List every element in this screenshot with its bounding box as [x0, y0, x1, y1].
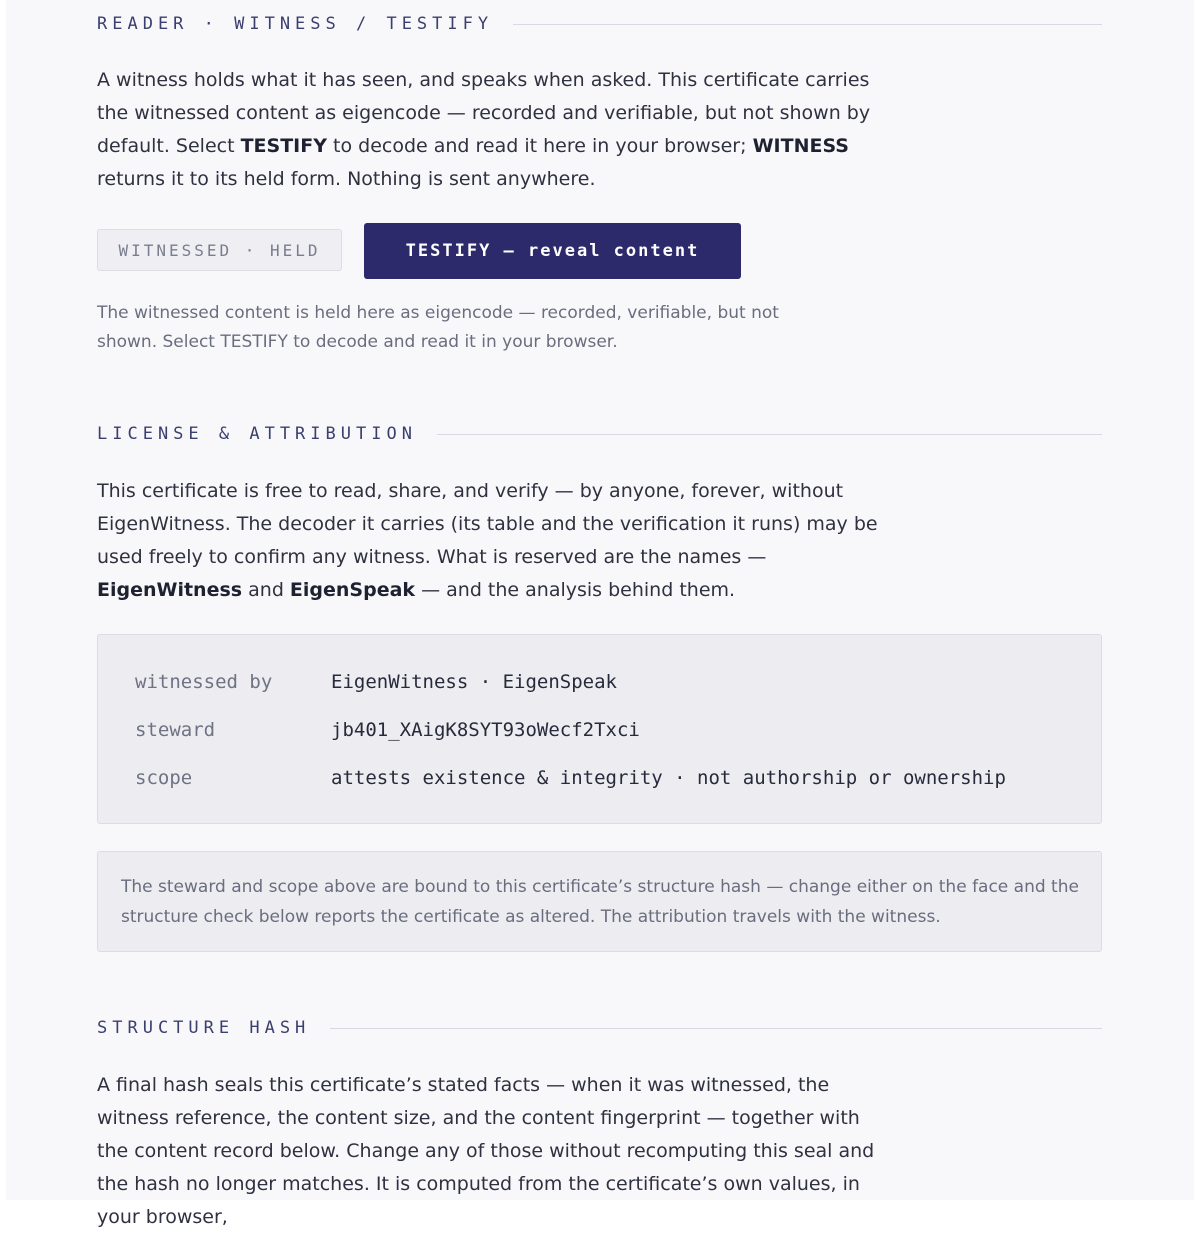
attribution-row-witnessed-by	[135, 667, 617, 697]
attribution-value: jb401_XAigK8SYT93oWecf2Txci	[331, 719, 640, 741]
structure-intro: A final hash seals this certificate’s stated facts — when it was witnessed, the witness reference, the content size, and the content fingerprint — together with the content record below. Change any of those without recomputing this seal and the hash no longer matches. It is computed from the certificate’s own values, in your browser,	[97, 1074, 875, 1228]
section-divider	[330, 1028, 1102, 1029]
attribution-note-card	[97, 851, 1102, 952]
eigenspeak-name: EigenSpeak	[289, 579, 416, 601]
license-intro	[97, 475, 897, 607]
status-note: The witnessed content is held here as eigencode — recorded, verifiable, but not shown. Select TESTIFY to decode and read it in your browser.	[97, 303, 779, 352]
testify-reveal-button[interactable]: TESTIFY — reveal content	[364, 223, 741, 279]
license-section-title: LICENSE & ATTRIBUTION	[97, 424, 417, 444]
reader-section-header	[97, 12, 1102, 36]
attribution-key: scope	[135, 767, 193, 789]
witness-keyword: WITNESS	[752, 135, 849, 157]
attribution-value: attests existence & integrity · not authorship or ownership	[331, 767, 1006, 789]
attribution-row-steward	[135, 715, 640, 745]
reader-intro-text: A witness holds what it has seen, and speaks when asked. This certificate carries the witnessed content as eigencode — recorded and verifiable, but not shown by default. Select	[97, 69, 871, 157]
license-intro-text: — and the analysis behind them.	[415, 579, 736, 601]
structure-section-header	[97, 1016, 1102, 1040]
attribution-note: The steward and scope above are bound to this certificate’s structure hash — change either on the face and the structure check below reports the certificate as altered. The attribution travels with the witness.	[121, 877, 1079, 927]
license-intro-text: This certificate is free to read, share, and verify — by anyone, forever, without EigenWitness. The decoder it carries (its table and the verification it runs) may be used freely to confirm any witness. What is reserved are the names —	[97, 480, 878, 568]
attribution-value: EigenWitness · EigenSpeak	[331, 671, 617, 693]
testify-keyword: TESTIFY	[240, 135, 327, 157]
section-divider	[437, 434, 1102, 435]
reader-intro	[97, 64, 897, 196]
attribution-row-scope	[135, 763, 1006, 793]
structure-section-title: STRUCTURE HASH	[97, 1018, 311, 1038]
attribution-key: witnessed by	[135, 671, 273, 693]
license-intro-text: and	[242, 579, 290, 601]
attribution-card	[97, 634, 1102, 824]
attribution-key: steward	[135, 719, 216, 741]
section-divider	[513, 24, 1102, 25]
reader-intro-text: to decode and read it here in your browser;	[326, 135, 753, 157]
reader-section-title: READER · WITNESS / TESTIFY	[97, 14, 494, 34]
certificate-page	[6, 0, 1194, 1228]
reader-intro-text: returns it to its held form. Nothing is sent anywhere.	[97, 168, 596, 190]
status-badge: WITNESSED · HELD	[97, 229, 342, 271]
license-section-header	[97, 422, 1102, 446]
eigenwitness-name: EigenWitness	[97, 579, 243, 601]
